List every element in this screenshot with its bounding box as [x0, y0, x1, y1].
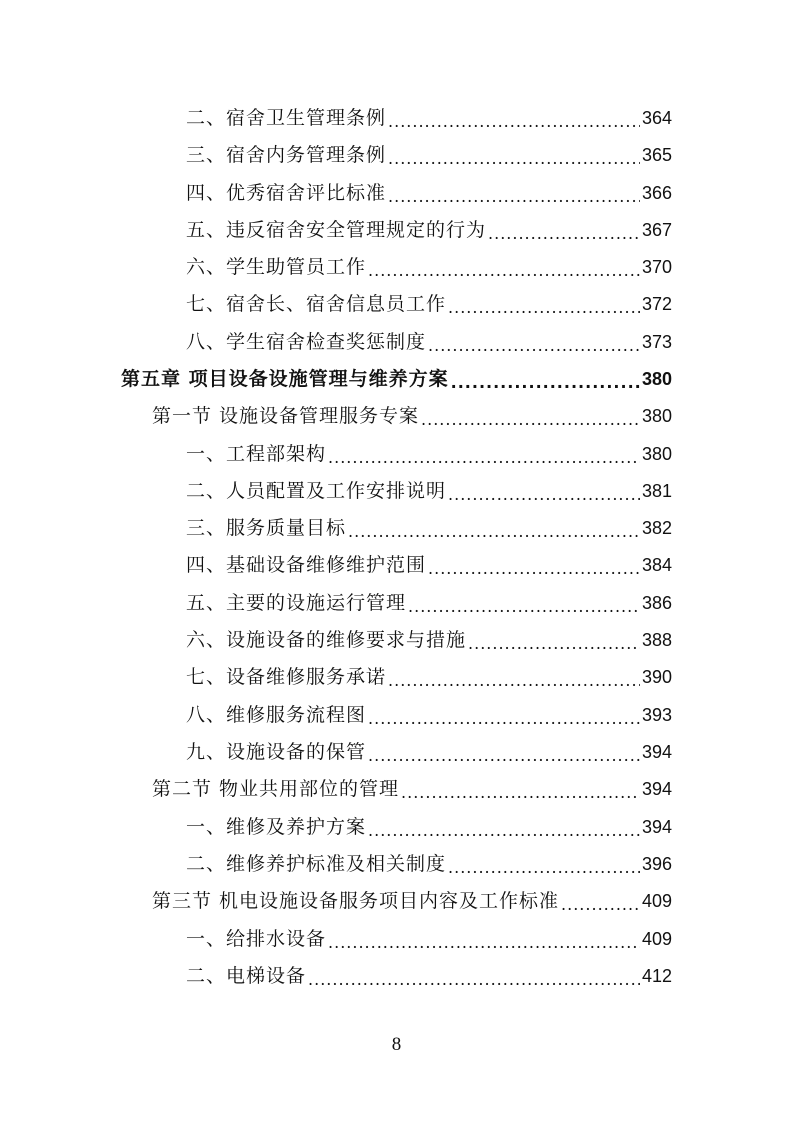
toc-entry-title: 二、人员配置及工作安排说明: [186, 480, 447, 502]
toc-leader-dots: [448, 289, 640, 323]
toc-entry-page: 370: [641, 257, 672, 277]
toc-entry-title: 第一节 设施设备管理服务专案: [152, 405, 420, 427]
toc-entry-page: 380: [641, 406, 672, 426]
toc-entry[interactable]: [186, 510, 672, 547]
toc-entry-title: 八、维修服务流程图: [186, 704, 367, 726]
toc-leader-dots: [468, 625, 640, 659]
toc-entry-page: 365: [641, 145, 672, 165]
toc-entry-page: 393: [641, 705, 672, 725]
toc-entry-title: 第三节 机电设施设备服务项目内容及工作标准: [152, 890, 560, 912]
toc-entry-title: 一、维修及养护方案: [186, 816, 367, 838]
page-number: 8: [391, 1034, 402, 1055]
toc-leader-dots: [421, 401, 640, 435]
toc-entry-page: 382: [641, 518, 672, 538]
toc-entry-title: 五、主要的设施运行管理: [186, 592, 407, 614]
toc-entry[interactable]: [186, 846, 672, 883]
toc-entry-title: 三、服务质量目标: [186, 517, 347, 539]
toc-leader-dots: [428, 327, 640, 361]
toc-entry-title: 九、设施设备的保管: [186, 741, 367, 763]
toc-entry[interactable]: [186, 286, 672, 323]
toc-entry-title: 六、学生助管员工作: [186, 256, 367, 278]
toc-leader-dots: [401, 774, 640, 808]
toc-leader-dots: [428, 550, 640, 584]
toc-entry-title: 七、设备维修服务承诺: [186, 666, 387, 688]
toc-entry-page: 390: [641, 667, 672, 687]
toc-entry[interactable]: [186, 324, 672, 361]
toc-entry-page: 373: [641, 332, 672, 352]
toc-entry-page: 380: [641, 369, 672, 389]
toc-entry-page: 394: [641, 779, 672, 799]
toc-entry[interactable]: [186, 137, 672, 174]
toc-entry-title: 二、维修养护标准及相关制度: [186, 853, 447, 875]
toc-leader-dots: [388, 178, 640, 212]
toc-leader-dots: [368, 252, 640, 286]
toc-entry[interactable]: [186, 958, 672, 995]
toc-section-entry[interactable]: [152, 771, 672, 808]
toc-entry[interactable]: [186, 585, 672, 622]
toc-entry[interactable]: [186, 175, 672, 212]
toc-entry[interactable]: [186, 921, 672, 958]
toc-entry-page: 380: [641, 444, 672, 464]
toc-leader-dots: [348, 513, 640, 547]
toc-entry-page: 372: [641, 294, 672, 314]
toc-entry-title: 七、宿舍长、宿舍信息员工作: [186, 293, 447, 315]
toc-entry[interactable]: [186, 809, 672, 846]
toc-entry-page: 381: [641, 481, 672, 501]
toc-entry-title: 一、工程部架构: [186, 443, 327, 465]
toc-entry[interactable]: [186, 249, 672, 286]
toc-entry-page: 367: [641, 220, 672, 240]
toc-entry-title: 四、基础设备维修维护范围: [186, 554, 427, 576]
toc-leader-dots: [388, 103, 640, 137]
toc-entry-title: 三、宿舍内务管理条例: [186, 144, 387, 166]
toc-entry-page: 388: [641, 630, 672, 650]
toc-entry-page: 396: [641, 854, 672, 874]
toc-leader-dots: [488, 215, 640, 249]
toc-chapter-entry[interactable]: [121, 361, 672, 398]
toc-entry-title: 六、设施设备的维修要求与措施: [186, 629, 467, 651]
toc-entry-page: 364: [641, 108, 672, 128]
toc-entry-title: 二、电梯设备: [186, 965, 307, 987]
toc-entry[interactable]: [186, 734, 672, 771]
toc-leader-dots: [448, 849, 640, 883]
toc-entry-page: 366: [641, 183, 672, 203]
toc-entry-title: 五、违反宿舍安全管理规定的行为: [186, 219, 487, 241]
toc-entry-title: 八、学生宿舍检查奖惩制度: [186, 331, 427, 353]
toc-entry-title: 第五章 项目设备设施管理与维养方案: [121, 368, 449, 390]
toc-leader-dots: [368, 737, 640, 771]
toc-entry-page: 409: [641, 929, 672, 949]
toc-leader-dots: [308, 961, 640, 995]
toc-entry-page: 394: [641, 742, 672, 762]
toc-entry-title: 二、宿舍卫生管理条例: [186, 107, 387, 129]
toc-section-entry[interactable]: [152, 398, 672, 435]
toc-leader-dots: [408, 588, 640, 622]
toc-leader-dots: [388, 140, 640, 174]
toc-leader-dots: [448, 476, 640, 510]
toc-entry-page: 409: [641, 891, 672, 911]
toc-leader-dots: [388, 662, 640, 696]
toc-entry[interactable]: [186, 547, 672, 584]
toc-entry[interactable]: [186, 659, 672, 696]
toc-entry-title: 一、给排水设备: [186, 928, 327, 950]
toc-section-entry[interactable]: [152, 883, 672, 920]
toc-entry[interactable]: [186, 473, 672, 510]
toc-entry[interactable]: [186, 436, 672, 473]
toc-entry[interactable]: [186, 697, 672, 734]
toc-leader-dots: [368, 812, 640, 846]
toc-leader-dots: [328, 924, 640, 958]
toc-entry-page: 384: [641, 555, 672, 575]
toc-leader-dots: [451, 364, 640, 398]
toc-leader-dots: [328, 439, 640, 473]
toc-entry[interactable]: [186, 622, 672, 659]
toc-entry[interactable]: [186, 100, 672, 137]
toc-entry-page: 386: [641, 593, 672, 613]
toc-entry-page: 412: [641, 966, 672, 986]
toc-leader-dots: [561, 886, 640, 920]
toc-entry-title: 四、优秀宿舍评比标准: [186, 182, 387, 204]
toc-entry[interactable]: [186, 212, 672, 249]
toc-entry-page: 394: [641, 817, 672, 837]
toc-leader-dots: [368, 700, 640, 734]
toc-entry-title: 第二节 物业共用部位的管理: [152, 778, 400, 800]
